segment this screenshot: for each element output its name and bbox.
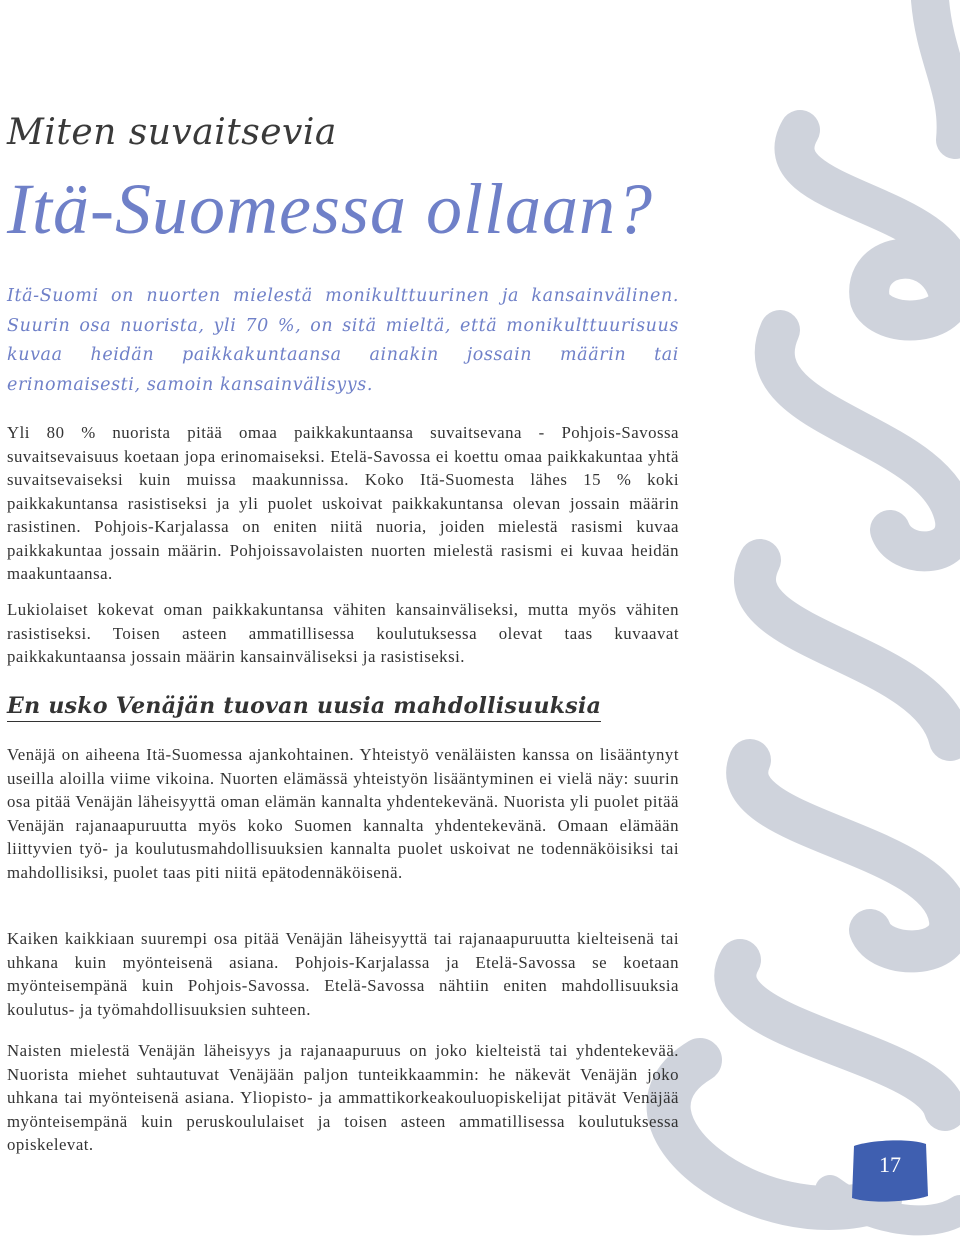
- page-title: Itä-Suomessa ollaan?: [7, 169, 653, 249]
- body-paragraph: Lukiolaiset kokevat oman paikkakuntansa vähiten kansainväliseksi, mutta myös vähiten rasistiseksi. Toisen asteen ammatillisessa koulutuksessa olevat taas kuvaavat paikkakuntaansa jossain määrin kansainväliseksi ja rasistiseksi.: [7, 600, 679, 666]
- section-heading: En usko Venäjän tuovan uusia mahdollisuuksia: [7, 693, 601, 722]
- body-paragraph: Yli 80 % nuorista pitää omaa paikkakuntaansa suvaitsevana - Pohjois-Savossa suvaitsevaisuus koetaan jopa erinomaiseksi. Etelä-Savossa ei koettu omaa paikkakuntaa yhtä suvaitsevaiseksi kuin muissa maakunnissa. Koko Itä-Suomesta lähes 15 % koki paikkakuntansa rasistiseksi ja yli puolet uskoivat paikkakuntansa olevan jossain määrin rasistinen. Pohjois-Karjalassa on eniten niitä nuoria, joiden mielestä rasismi kuvaa paikkakuntaa jossain määrin. Pohjoissavolaisten nuorten mielestä rasismi ei kuvaa heidän maakuntaansa.: [7, 423, 679, 583]
- title-kicker: Miten suvaitsevia: [7, 112, 337, 153]
- section-paragraph: Kaiken kaikkiaan suurempi osa pitää Venäjän läheisyyttä tai rajanaapuruutta kielteisenä tai uhkana kuin myönteisenä asiana. Pohjois-Karjalassa ja Etelä-Savossa se koetaan myönteisempänä kuin Pohjois-Savossa. Etelä-Savossa nähtiin eniten mahdollisuuksia koulutus- ja työmahdollisuuksien suhteen.: [7, 929, 679, 1019]
- section-paragraph: Naisten mielestä Venäjän läheisyys ja rajanaapuruus on joko kielteistä tai yhdentekevää. Nuorista miehet suhtautuvat Venäjään paljon tunteikkaammin: he näkevät Venäjän joko uhkana tai myönteisenä asiana. Yliopisto- ja ammattikorkeakouluopiskelijat pitävät Venäjää myönteisempänä kuin peruskoululaiset ja toisen asteen ammatillisessa koulutuksessa opiskelevat.: [7, 1041, 679, 1154]
- page-number: 17: [879, 1152, 901, 1177]
- lead-paragraph: Itä-Suomi on nuorten mielestä monikulttuurinen ja kansainvälinen. Suurin osa nuorista, yli 70 %, on sitä mieltä, että monikulttuurisuus kuvaa heidän paikkakuntaansa ainakin jossain määrin tai erinomaisesti, samoin kansainvälisyys.: [7, 286, 679, 395]
- section-paragraph: Venäjä on aiheena Itä-Suomessa ajankohtainen. Yhteistyö venäläisten kanssa on lisääntynyt useilla aloilla viime vikoina. Nuorten elämässä yhteistyön lisääntyminen ei vielä näy: suurin osa pitää Venäjän läheisyyttä oman elämän kannalta yhdentekevänä. Nuorista yli puolet pitää Venäjän rajanaapuruutta myös koko Suomen kannalta yhdentekevänä. Omaan elämään liittyvien työ- ja koulutusmahdollisuuksien kannalta puolet uskoivat ne todennäköisiksi tai mahdollisiksi, puolet taas piti niitä epätodennäköisenä.: [7, 745, 679, 882]
